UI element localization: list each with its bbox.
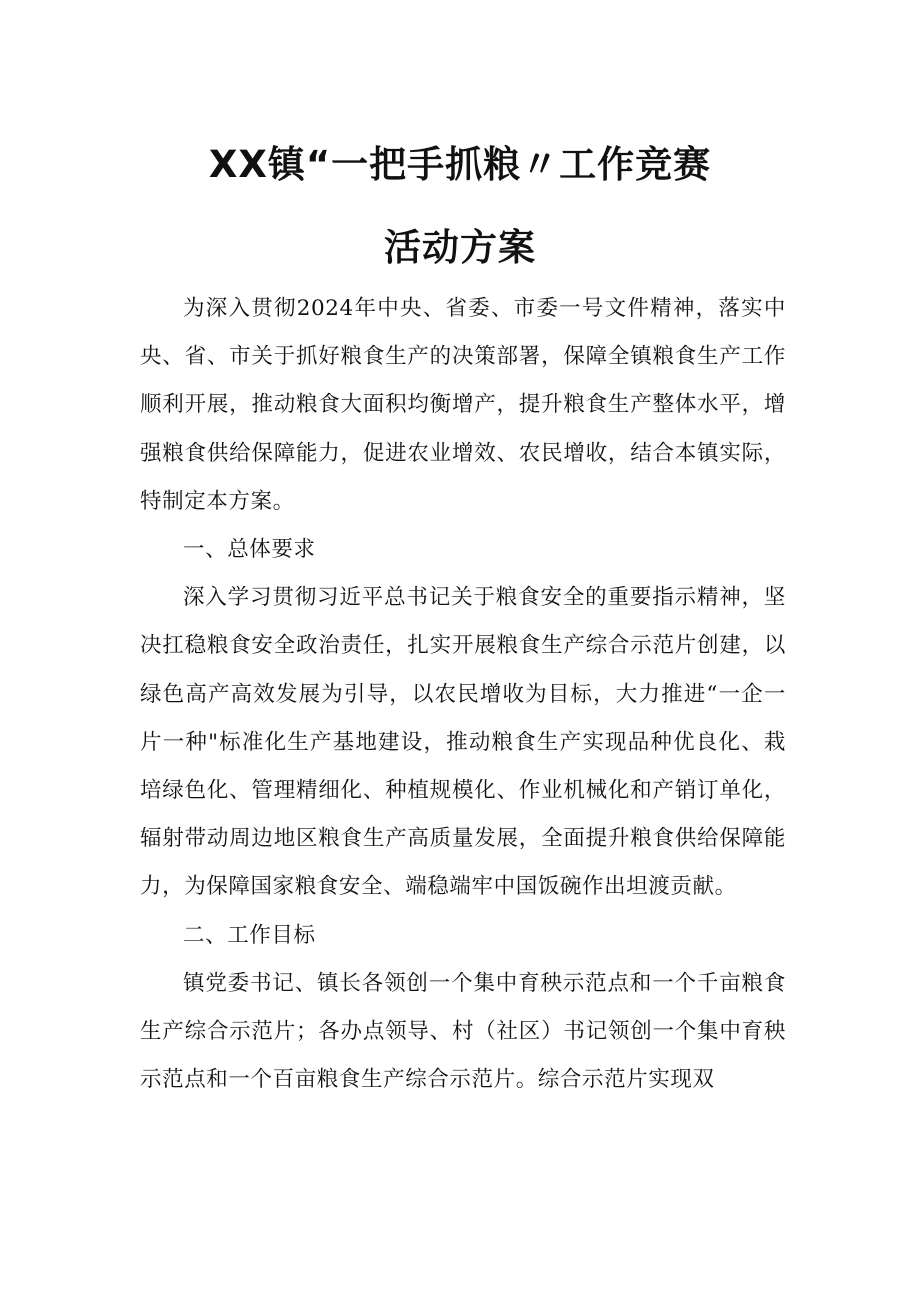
section-heading-work-goals: 二、工作目标 [183, 922, 316, 948]
document-title-line-1: XX镇“一把手抓粮〃工作竞赛 [208, 143, 712, 186]
document-body [140, 285, 786, 1104]
section-heading-general-requirements: 一、总体要求 [183, 537, 316, 563]
work-goals-paragraph: 镇党委书记、镇长各领创一个集中育秧示范点和一个千亩粮食生产综合示范片；各办点领导、村（社区）书记领创一个集中育秧示范点和一个百亩粮食生产综合示范片。综合示范片实现双 [140, 970, 786, 1093]
intro-paragraph: 为深入贯彻2024年中央、省委、市委一号文件精神，落实中央、省、市关于抓好粮食生产的决策部署，保障全镇粮食生产工作顺利开展，推动粮食大面积均衡增产，提升粮食生产整体水平，增强粮食供给保障能力，促进农业增效、农民增收，结合本镇实际，特制定本方案。 [140, 296, 786, 514]
general-requirements-paragraph: 深入学习贯彻习近平总书记关于粮食安全的重要指示精神，坚决扛稳粮食安全政治责任，扎实开展粮食生产综合示范片创建，以绿色高产高效发展为引导，以农民增收为目标，大力推进“一企一片一种"标准化生产基地建设，推动粮食生产实现品种优良化、栽培绿色化、管理精细化、种植规模化、作业机械化和产销订单化，辐射带动周边地区粮食生产高质量发展，全面提升粮食供给保障能力，为保障国家粮食安全、端稳端牢中国饭碗作出坦渡贡献。 [140, 585, 786, 900]
document-title-line-2: 活动方案 [384, 226, 536, 269]
